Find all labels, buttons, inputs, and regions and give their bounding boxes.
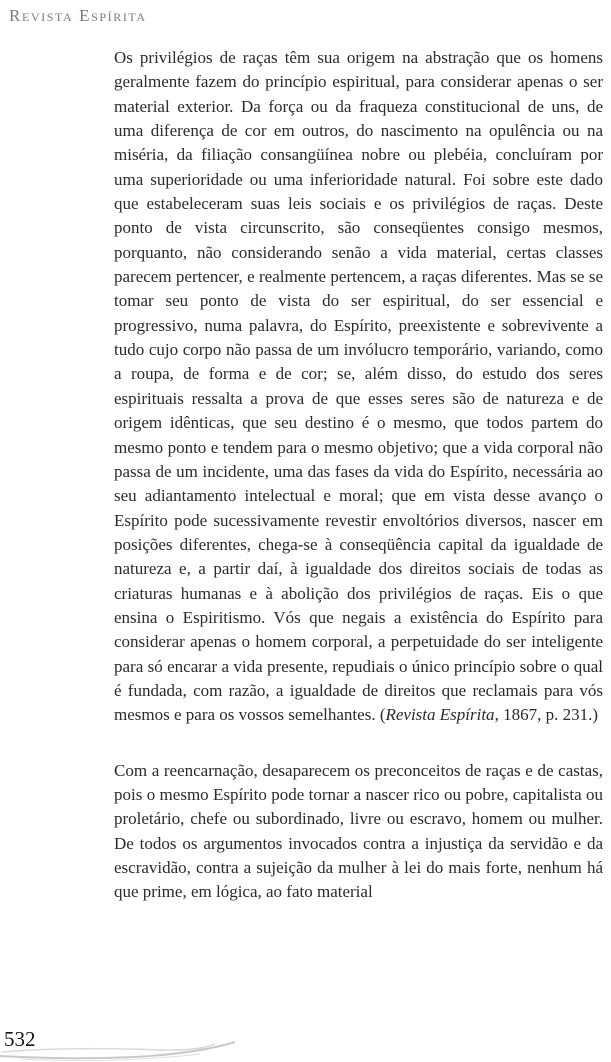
body-text: [114, 46, 603, 905]
citation-title: Revista Espírita: [385, 705, 495, 725]
paragraph-reincarnation: Com a reencarnação, desaparecem os preconceitos de raças e de castas, pois o mesmo Espírito pode tornar a nascer rico ou pobre, capitalista ou proletário, chefe ou subordinado, livre ou escravo, homem ou mulher. De todos os argumentos invocados contra a injustiça da servidão e da escravidão, contra a sujeição da mulher à lei do mais forte, nenhum há que prime, em lógica, ao fato material: [114, 760, 603, 902]
running-header: Revista Espírita: [9, 6, 147, 25]
citation-details: , 1867, p. 231.): [494, 705, 598, 725]
page-corner-swoosh: [0, 1018, 260, 1062]
paragraph-quotation: [114, 46, 603, 728]
page-number: 532: [4, 1027, 36, 1051]
paragraph-text: Os privilégios de raças têm sua origem na abstração que os homens geralmente fazem do princípio espiritual, para considerar apenas o ser material exterior. Da força ou da fraqueza constitucional de uns, de uma diferença de cor em outros, do nascimento na opulência ou na miséria, da filiação consangüínea nobre ou plebéia, concluíram por uma superioridade ou uma inferioridade natural. Foi sobre este dado que estabeleceram suas leis sociais e os privilégios de raças. Deste ponto de vista circunscrito, são conseqüentes consigo mesmos, porquanto, não considerando senão a vida material, certas classes parecem pertencer, e realmente pertencem, a raças diferentes. Mas se se tomar seu ponto de vista do ser espiritual, do ser essencial e progressivo, numa palavra, do Espírito, preexistente e sobrevivente a tudo cujo corpo não passa de um invólucro temporário, variando, como a roupa, de forma e de cor; se, além disso, do estudo dos seres espirituais ressalta a prova de que esses seres são de natureza e de origem idênticas, que seu destino é o mesmo, que todos partem do mesmo ponto e tendem para o mesmo objetivo; que a vida corporal não passa de um incidente, uma das fases da vida do Espírito, necessária ao seu adiantamento intelectual e moral; que em vista desse avanço o Espírito pode sucessivamente revestir envoltórios diversos, nascer em posições diferentes, chega-se à conseqüência capital da igualdade de natureza e, a partir daí, à igualdade dos direitos sociais de todas as criaturas humanas e à abolição dos privilégios de raças. Eis o que ensina o Espiritismo. Vós que negais a existência do Espírito para considerar apenas o homem corporal, a perpetuidade do ser inteligente para só encarar a vida presente, repudiais o único princípio sobre o qual é fundada, com razão, a igualdade de direitos que reclamais para vós mesmos e para os vossos semelhantes. (: [114, 48, 603, 725]
